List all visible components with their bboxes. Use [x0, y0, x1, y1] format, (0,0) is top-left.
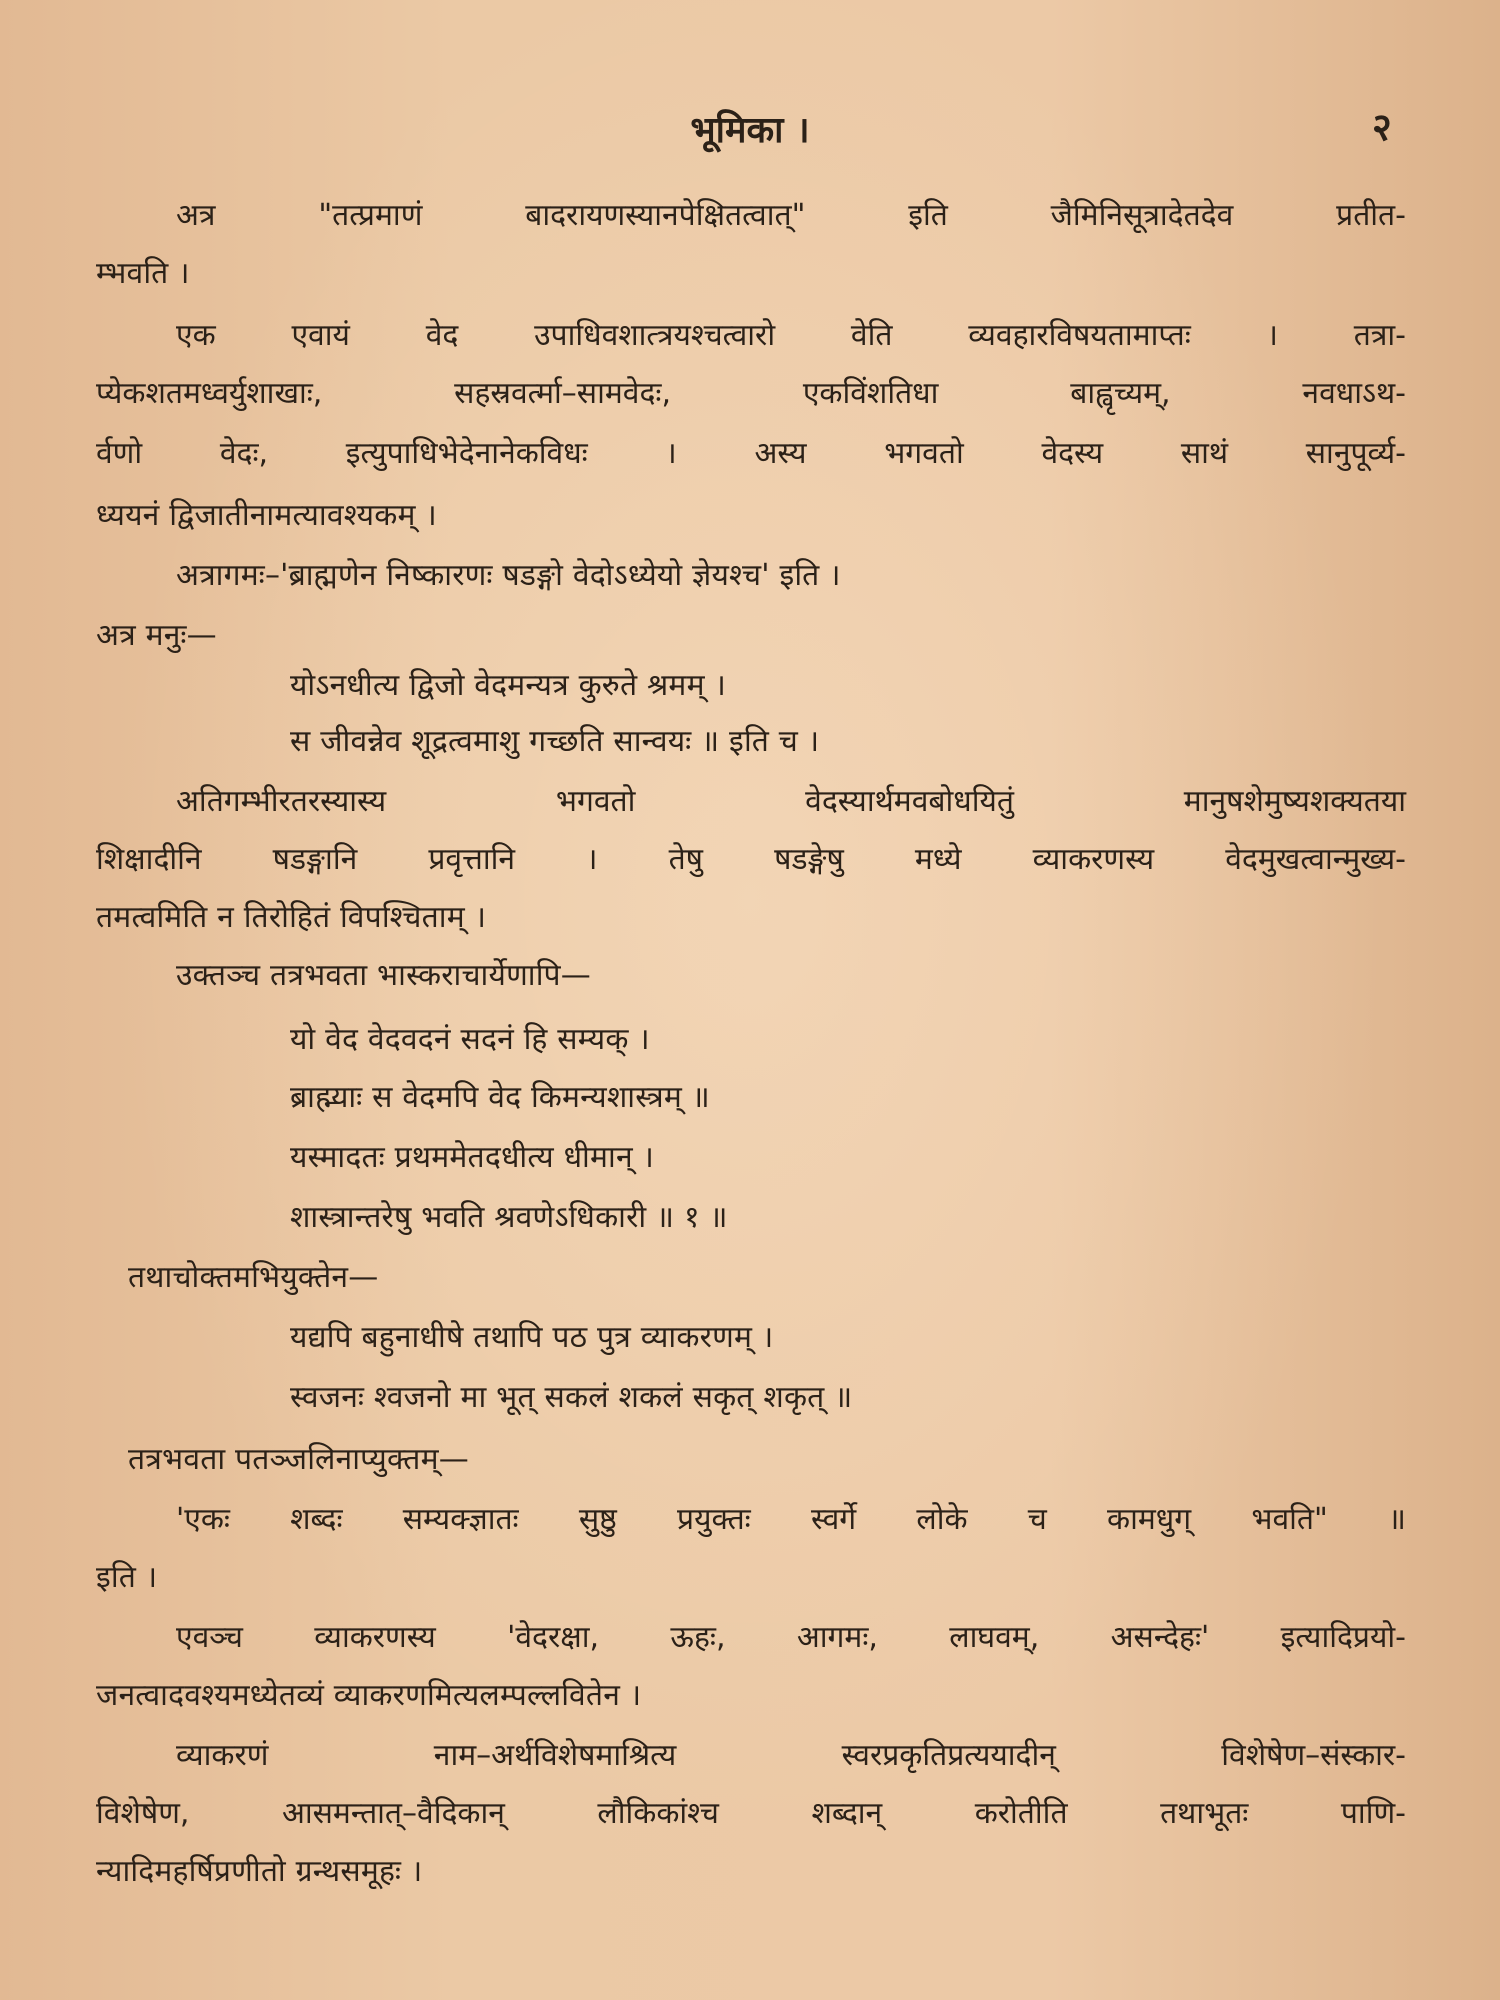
text-line: विशेषेण, आसमन्तात्–वैदिकान् लौकिकांश्च शब्दान् करोतीति तथाभूतः पाणि- [96, 1796, 1406, 1831]
verse-line: यो वेद वेदवदनं सदनं हि सम्यक् । [290, 1022, 650, 1057]
page-number: २ [1372, 105, 1392, 149]
text-line: म्भवति । [96, 256, 190, 291]
page-header-title: भूमिका । [690, 110, 810, 151]
text-line: एक एवायं वेद उपाधिवशात्त्रयश्चत्वारो वेति व्यवहारविषयतामाप्तः । तत्रा- [176, 318, 1406, 353]
verse-line: ब्राह्म्याः स वेदमपि वेद किमन्यशास्त्रम् ॥ [290, 1080, 710, 1115]
text-line: ध्ययनं द्विजातीनामत्यावश्यकम् । [96, 498, 437, 533]
text-line: एवञ्च व्याकरणस्य 'वेदरक्षा, ऊहः, आगमः, लाघवम्, असन्देहः' इत्यादिप्रयो- [176, 1620, 1406, 1655]
section-heading: अत्र मनुः— [96, 618, 217, 653]
text-line: अत्रागमः–'ब्राह्मणेन निष्कारणः षडङ्गो वेदोऽध्येयो ज्ञेयश्च' इति । [176, 558, 841, 593]
text-line: शिक्षादीनि षडङ्गानि प्रवृत्तानि । तेषु षडङ्गेषु मध्ये व्याकरणस्य वेदमुखत्वान्मुख्य- [96, 842, 1406, 877]
verse-line: योऽनधीत्य द्विजो वेदमन्यत्र कुरुते श्रमम् । [290, 668, 727, 703]
verse-line: स जीवन्नेव शूद्रत्वमाशु गच्छति सान्वयः ॥ इति च । [290, 724, 820, 759]
text-line: न्यादिमहर्षिप्रणीतो ग्रन्थसमूहः । [96, 1854, 423, 1889]
text-line: तमत्वमिति न तिरोहितं विपश्चिताम् । [96, 900, 487, 935]
section-heading: उक्तञ्च तत्रभवता भास्कराचार्येणापि— [176, 958, 591, 993]
text-line: प्येकशतमध्वर्युशाखाः, सहस्रवर्त्मा–सामवेदः, एकविंशतिधा बाह्वृच्यम्, नवधाऽथ- [96, 376, 1406, 411]
verse-line: यद्यपि बहुनाधीषे तथापि पठ पुत्र व्याकरणम् । [290, 1320, 774, 1355]
section-heading: तत्रभवता पतञ्जलिनाप्युक्तम्— [128, 1442, 469, 1477]
text-line: र्वणो वेदः, इत्युपाधिभेदेनानेकविधः । अस्य भगवतो वेदस्य साथं सानुपूर्व्य- [96, 436, 1406, 471]
verse-line: यस्मादतः प्रथममेतदधीत्य धीमान् । [290, 1140, 655, 1175]
verse-line: स्वजनः श्वजनो मा भूत् सकलं शकलं सकृत् शकृत् ॥ [290, 1380, 853, 1415]
quote-line: 'एकः शब्दः सम्यक्ज्ञातः सुष्ठु प्रयुक्तः स्वर्गे लोके च कामधुग् भवति" ॥ [176, 1502, 1406, 1537]
text-line: अतिगम्भीरतरस्यास्य भगवतो वेदस्यार्थमवबोधयितुं मानुषशेमुष्यशक्यतया [176, 784, 1406, 819]
verse-line: शास्त्रान्तरेषु भवति श्रवणेऽधिकारी ॥ १ ॥ [290, 1200, 728, 1235]
section-heading: तथाचोक्तमभियुक्तेन— [128, 1260, 379, 1295]
text-line: जनत्वादवश्यमध्येतव्यं व्याकरणमित्यलम्पल्लवितेन । [96, 1678, 642, 1713]
text-line: व्याकरणं नाम–अर्थविशेषमाश्रित्य स्वरप्रकृतिप्रत्ययादीन् विशेषेण–संस्कार- [176, 1738, 1406, 1773]
text-line: इति । [96, 1560, 158, 1595]
text-line: अत्र "तत्प्रमाणं बादरायणस्यानपेक्षितत्वात्" इति जैमिनिसूत्रादेतदेव प्रतीत- [176, 198, 1406, 233]
